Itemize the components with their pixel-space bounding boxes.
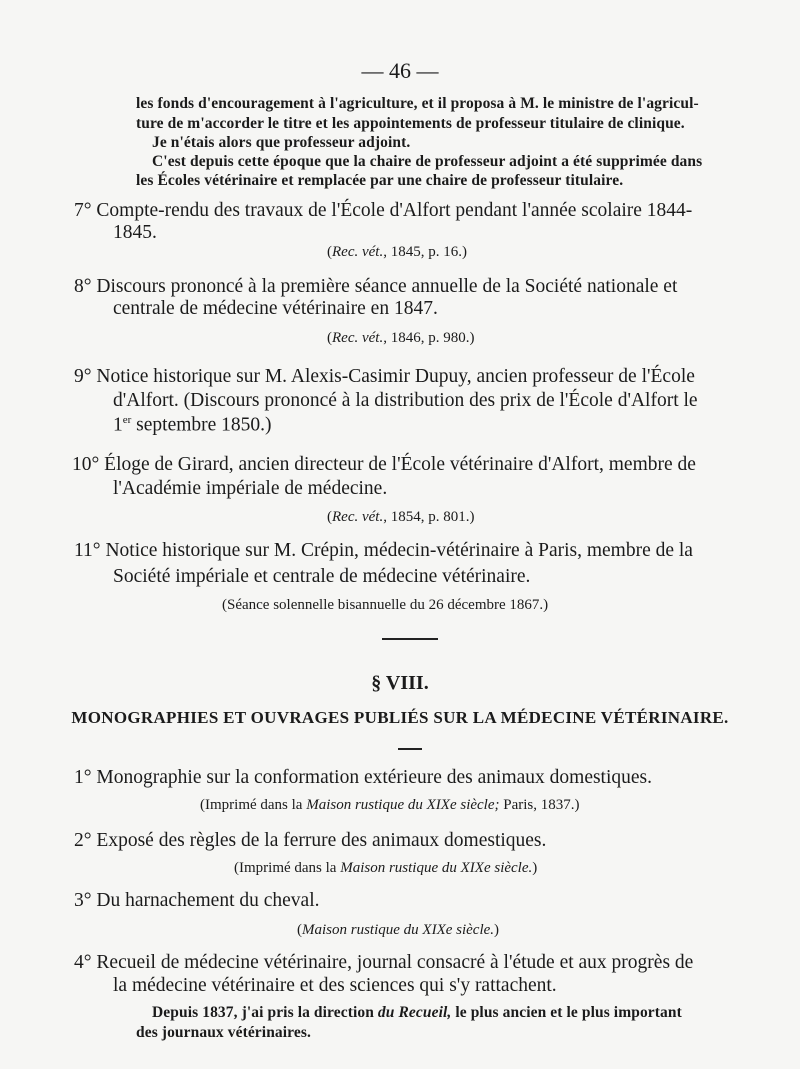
intro-line: les Écoles vétérinaire et remplacée par une chaire de professeur titulaire. <box>136 172 624 189</box>
citation: (Rec. vét., 1845, p. 16.) <box>327 244 467 260</box>
intro-line: les fonds d'encouragement à l'agriculture, et il proposa à M. le ministre de l'agricul- <box>136 95 699 112</box>
section-title: MONOGRAPHIES ET OUVRAGES PUBLIÉS SUR LA MÉDECINE VÉTÉRINAIRE. <box>71 708 729 727</box>
citation: (Imprimé dans la Maison rustique du XIXe siècle; Paris, 1837.) <box>200 797 580 813</box>
list-item-continuation: centrale de médecine vétérinaire en 1847. <box>113 298 438 319</box>
citation: (Séance solennelle bisannuelle du 26 décembre 1867.) <box>222 597 549 613</box>
list-item: 4° Recueil de médecine vétérinaire, journal consacré à l'étude et aux progrès de <box>74 952 694 973</box>
list-item-continuation: d'Alfort. (Discours prononcé à la distribution des prix de l'École d'Alfort le <box>113 390 698 411</box>
list-item: 2° Exposé des règles de la ferrure des animaux domestiques. <box>74 830 547 851</box>
intro-line: ture de m'accorder le titre et les appointements de professeur titulaire de clinique. <box>136 115 685 132</box>
citation: (Rec. vét., 1854, p. 801.) <box>327 509 475 525</box>
list-item-continuation: la médecine vétérinaire et des sciences qui s'y rattachent. <box>113 975 557 996</box>
closing-line: des journaux vétérinaires. <box>136 1024 311 1041</box>
section-number: § VIII. <box>371 672 429 694</box>
page-number: — 46 — <box>361 58 439 83</box>
citation: (Maison rustique du XIXe siècle.) <box>297 922 500 938</box>
separator-rule <box>382 638 438 640</box>
list-item: 8° Discours prononcé à la première séance annuelle de la Société nationale et <box>74 276 678 297</box>
list-item: 1° Monographie sur la conformation extérieure des animaux domestiques. <box>74 767 653 788</box>
list-item-continuation: Société impériale et centrale de médecine vétérinaire. <box>113 566 531 587</box>
list-item: 7° Compte-rendu des travaux de l'École d'Alfort pendant l'année scolaire 1844- <box>74 200 693 221</box>
closing-line: Depuis 1837, j'ai pris la direction du Recueil, le plus ancien et le plus important <box>152 1004 682 1021</box>
list-item: 9° Notice historique sur M. Alexis-Casimir Dupuy, ancien professeur de l'École <box>74 366 695 387</box>
list-item-continuation: 1er septembre 1850.) <box>113 414 272 436</box>
citation: (Rec. vét., 1846, p. 980.) <box>327 330 475 346</box>
list-item-continuation: l'Académie impériale de médecine. <box>113 478 388 499</box>
list-item: 3° Du harnachement du cheval. <box>74 890 320 911</box>
list-item: 11° Notice historique sur M. Crépin, médecin-vétérinaire à Paris, membre de la <box>74 540 693 561</box>
citation: (Imprimé dans la Maison rustique du XIXe siècle.) <box>234 860 538 876</box>
intro-line: C'est depuis cette époque que la chaire de professeur adjoint a été supprimée dans <box>152 153 703 170</box>
list-item-continuation: 1845. <box>113 222 157 243</box>
intro-line: Je n'étais alors que professeur adjoint. <box>152 134 411 151</box>
list-item: 10° Éloge de Girard, ancien directeur de l'École vétérinaire d'Alfort, membre de <box>72 454 696 475</box>
short-rule <box>398 748 422 750</box>
